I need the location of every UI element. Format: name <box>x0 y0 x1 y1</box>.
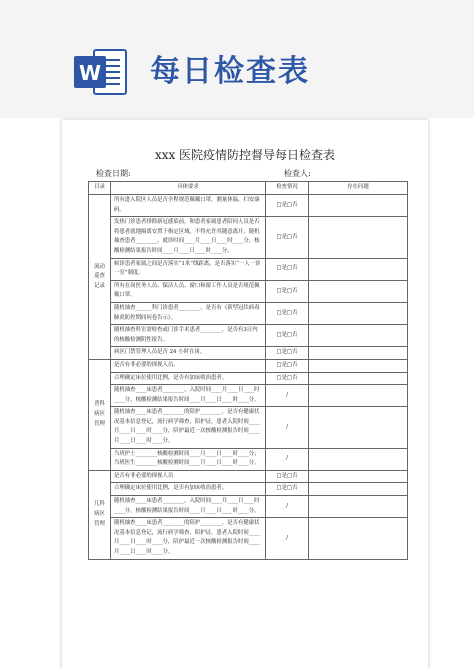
check-status-cell[interactable]: / <box>266 496 309 518</box>
table-row <box>89 280 408 302</box>
issues-cell[interactable] <box>309 385 408 407</box>
check-status-cell[interactable]: □是□否 <box>266 195 309 217</box>
header-requirement: 具体要求 <box>111 182 266 195</box>
requirement-cell: 随机抽查____床患者________的陪护________，是否有健康状况基本信息登记，流行病学筛查，陪护证，患者入院时间____月____日____时____分，陪护最近一次核酸检测报告时间____月____日____时____分。 <box>111 518 266 559</box>
requirement-cell: 所有在岗医务人员、保洁人员、窗口和窗工作人员是否规范佩戴口罩。 <box>111 280 266 302</box>
table-row <box>89 518 408 559</box>
requirement-cell: 随机抽查____床患者________，入院时间____月____日____时____分，核酸检测结果报告时间____月____日____时____分。 <box>111 385 266 407</box>
requirement-cell: 随机抽查____床患者________，入院时间____月____日____时____分，核酸检测结果报告时间____月____日____时____分。 <box>111 496 266 518</box>
table-row <box>89 496 408 518</box>
requirement-cell: 候诊患者家属之间是否落实“1米”线距离，是否落实“一人一诊一室”制度。 <box>111 258 266 280</box>
requirement-cell: 随机抽查____床患者________的陪护________，是否有健康状况基本信息登记，流行病学筛查，陪护证，患者入院时间____月____日____时____分，陪护最近一次核酸检测报告时间____月____日____时____分。 <box>111 407 266 448</box>
check-status-cell[interactable]: □是□否 <box>266 470 309 483</box>
inspection-date-label: 检查日期: <box>96 169 131 178</box>
requirement-cell: 是否有非必要的探视人员。 <box>111 359 266 372</box>
issues-cell[interactable] <box>309 448 408 470</box>
word-icon <box>72 44 128 100</box>
section-category: 儿科病区管理 <box>89 470 111 559</box>
requirement-cell: 随机抽查科室需检查或门诊手术患者________，是否有3日内的核酸检测阴性报告。 <box>111 325 266 347</box>
check-status-cell[interactable]: □是□否 <box>266 325 309 347</box>
requirement-cell: 合理确定床位使用比例，是否有加床收治患者。 <box>111 372 266 385</box>
section-category: 流动巡查记录 <box>89 195 111 360</box>
section-category: 普科病区管理 <box>89 359 111 470</box>
issues-cell[interactable] <box>309 347 408 360</box>
table-header-row <box>89 182 408 195</box>
table-row <box>89 470 408 483</box>
check-status-cell[interactable]: □是□否 <box>266 483 309 496</box>
issues-cell[interactable] <box>309 217 408 258</box>
issues-cell[interactable] <box>309 359 408 372</box>
requirement-cell: 发热门诊患者排除新冠感染前，和患者家属患者陪同人员是否将患者就地隔离安置于指定区域，不得允许其随意离开，随机抽查患者________，就诊时间____月____日____时____分，核酸检测结果报告时间____月____日____时____分。 <box>111 217 266 258</box>
check-status-cell[interactable]: / <box>266 448 309 470</box>
table-row <box>89 325 408 347</box>
svg-text:W: W <box>78 61 102 85</box>
check-status-cell[interactable]: □是□否 <box>266 217 309 258</box>
inspector-label: 检查人: <box>284 169 311 178</box>
issues-cell[interactable] <box>309 470 408 483</box>
issues-cell[interactable] <box>309 496 408 518</box>
banner-title: 每日检查表 <box>150 54 310 89</box>
requirement-cell: 合理确定床位使用比例，是否有加床收治患者。 <box>111 483 266 496</box>
requirement-cell: 所有进入院区人员是否全程规范佩戴口罩，测量体温，扫安康码。 <box>111 195 266 217</box>
inspection-table <box>88 181 408 560</box>
table-row <box>89 483 408 496</box>
document-page <box>62 120 428 669</box>
table-row <box>89 347 408 360</box>
table-row <box>89 407 408 448</box>
issues-cell[interactable] <box>309 280 408 302</box>
issues-cell[interactable] <box>309 258 408 280</box>
issues-cell[interactable] <box>309 302 408 324</box>
check-status-cell[interactable]: / <box>266 407 309 448</box>
table-row <box>89 195 408 217</box>
table-row <box>89 302 408 324</box>
header-check: 检查情况 <box>266 182 309 195</box>
requirement-cell: 当班护士________核酸检测时间____月____日____时____分；当班医生________核酸检测时间____月____日____时____分。 <box>111 448 266 470</box>
header-issues: 存在问题 <box>309 182 408 195</box>
issues-cell[interactable] <box>309 195 408 217</box>
header-banner <box>0 0 474 118</box>
check-status-cell[interactable]: / <box>266 518 309 559</box>
check-status-cell[interactable]: □是□否 <box>266 280 309 302</box>
table-row <box>89 258 408 280</box>
table-row <box>89 217 408 258</box>
issues-cell[interactable] <box>309 325 408 347</box>
check-status-cell[interactable]: / <box>266 385 309 407</box>
issues-cell[interactable] <box>309 483 408 496</box>
issues-cell[interactable] <box>309 407 408 448</box>
table-row <box>89 448 408 470</box>
check-status-cell[interactable]: □是□否 <box>266 258 309 280</box>
header-category: 目录 <box>89 182 111 195</box>
check-status-cell[interactable]: □是□否 <box>266 359 309 372</box>
check-status-cell[interactable]: □是□否 <box>266 372 309 385</box>
table-row <box>89 359 408 372</box>
requirement-cell: 随机抽查______科门诊患者________，是否有《新型冠状病毒肺炎防控期间问卷告示》。 <box>111 302 266 324</box>
requirement-cell: 是否有非必要的探视人员 <box>111 470 266 483</box>
issues-cell[interactable] <box>309 518 408 559</box>
document-title: xxx 医院疫情防控督导每日检查表 <box>154 148 336 162</box>
issues-cell[interactable] <box>309 372 408 385</box>
table-row <box>89 372 408 385</box>
table-row <box>89 385 408 407</box>
check-status-cell[interactable]: □是□否 <box>266 302 309 324</box>
check-status-cell[interactable]: □是□否 <box>266 347 309 360</box>
requirement-cell: 病区门禁管理人员是否 24 小时在岗。 <box>111 347 266 360</box>
